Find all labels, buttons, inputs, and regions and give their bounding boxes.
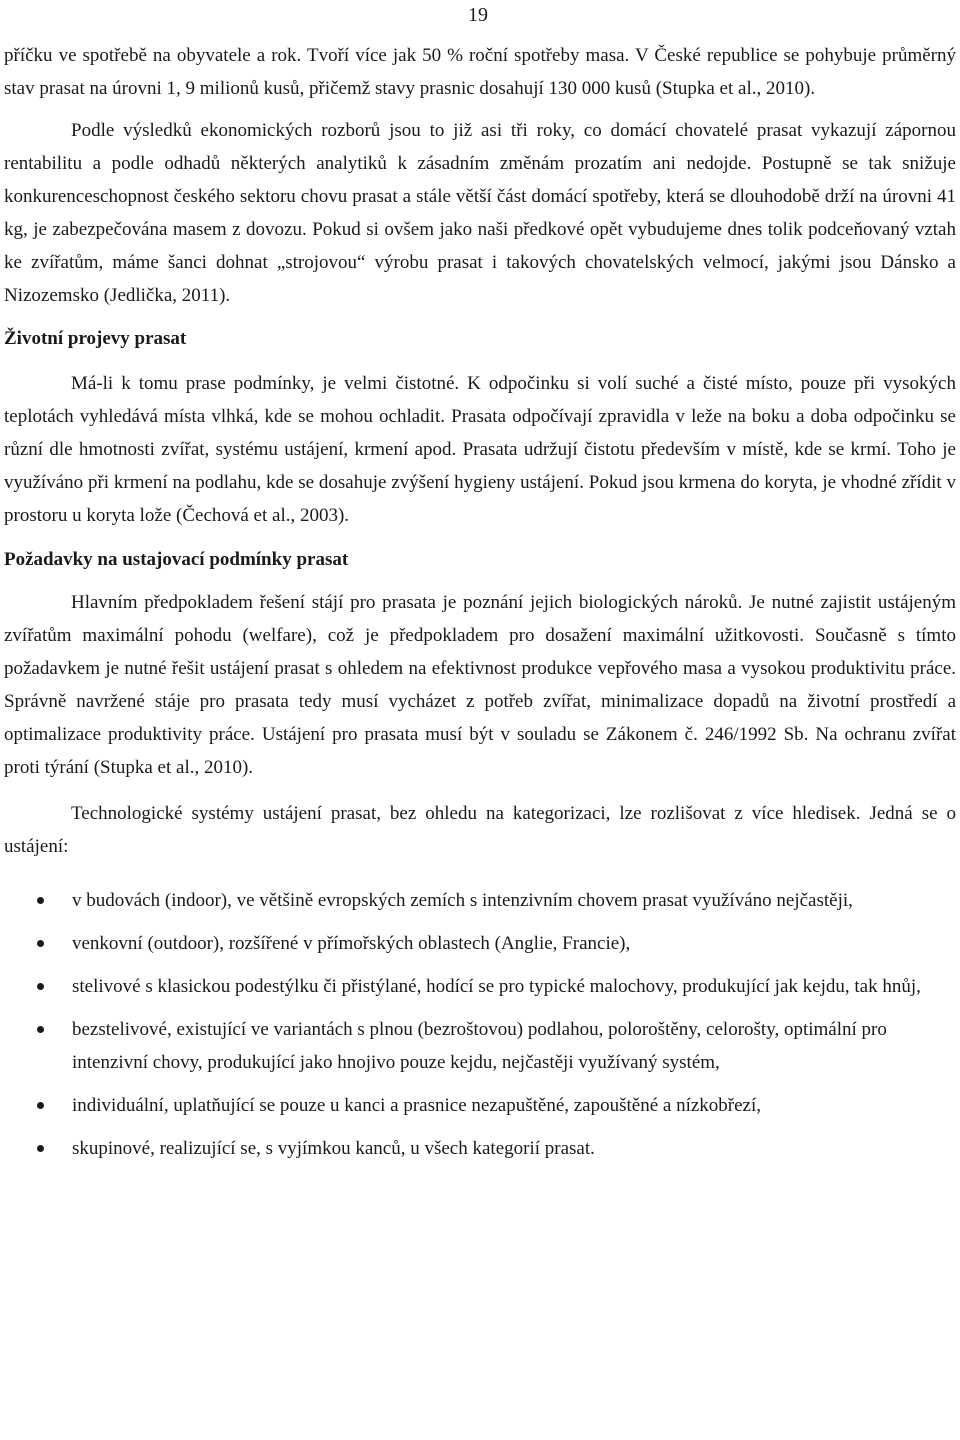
housing-requirements-paragraph: Hlavním předpokladem řešení stájí pro prasata je poznání jejich biologických nároků. Je nutné zajistit ustájeným zvířatům maximální pohodu (welfare), což je předpokladem pro dosažení maximální užitkovosti. Současně s tímto požadavkem je nutné řešit ustájení prasat s ohledem na efektivnost produkce vepřového masa a vysokou produktivitu práce. Správně navržené stáje pro prasata tedy musí vycházet z potřeb zvířat, minimalizace dopadů na životní prostředí a optimalizace produktivity práce. Ustájení pro prasata musí být v souladu se Zákonem č. 246/1992 Sb. Na ochranu zvířat proti týrání (Stupka et al., 2010). — [4, 592, 956, 778]
list-item-text: stelivové s klasickou podestýlku či přistýlané, hodící se pro typické malochovy, produkující jak kejdu, tak hnůj, — [72, 976, 921, 997]
housing-systems-list — [4, 884, 956, 1165]
list-item-text: venkovní (outdoor), rozšířené v přímořských oblastech (Anglie, Francie), — [72, 933, 631, 954]
list-item — [4, 1132, 956, 1165]
list-item — [4, 927, 956, 960]
list-item — [4, 1089, 956, 1122]
list-item — [4, 884, 956, 917]
bullet-icon — [37, 940, 44, 947]
heading-life-manifestations: Životní projevy prasat — [4, 328, 187, 349]
list-item — [4, 1013, 956, 1079]
list-item-text: individuální, uplatňující se pouze u kanci a prasnice nezapuštěné, zapouštěné a nízkobřezí, — [72, 1095, 762, 1116]
housing-systems-paragraph: Technologické systémy ustájení prasat, bez ohledu na kategorizaci, lze rozlišovat z více hledisek. Jedná se o ustájení: — [4, 803, 956, 857]
list-item-text: bezstelivové, existující ve variantách s plnou (bezroštovou) podlahou, poloroštěny, celorošty, optimální pro intenzivní chovy, produkující jako hnojivo pouze kejdu, nejčastěji využívaný systém, — [72, 1019, 887, 1073]
bullet-icon — [37, 1026, 44, 1033]
bullet-icon — [37, 1102, 44, 1109]
heading-housing-requirements: Požadavky na ustajovací podmínky prasat — [4, 549, 349, 570]
life-manifestations-paragraph: Má-li k tomu prase podmínky, je velmi čistotné. K odpočinku si volí suché a čisté místo, pouze při vysokých teplotách vyhledává místa vlhká, kde se mohou ochladit. Prasata odpočívají zpravidla v leže na boku a doba odpočinku se různí dle hmotnosti zvířat, systému ustájení, krmení apod. Prasata udržují čistotu především v místě, kde se krmí. Toho je využíváno při krmení na podlahu, kde se dosahuje zvýšení hygieny ustájení. Pokud jsou krmena do koryta, je vhodné zřídit v prostoru u koryta lože (Čechová et al., 2003). — [4, 373, 956, 526]
page-number: 19 — [468, 4, 488, 26]
list-item-text: skupinové, realizující se, s vyjímkou kanců, u všech kategorií prasat. — [72, 1138, 595, 1159]
bullet-icon — [37, 897, 44, 904]
page-content — [4, 39, 956, 1165]
list-item-text: v budovách (indoor), ve většině evropských zemích s intenzivním chovem prasat využíváno nejčastěji, — [72, 890, 853, 911]
economics-paragraph: Podle výsledků ekonomických rozborů jsou to již asi tři roky, co domácí chovatelé prasat vykazují zápornou rentabilitu a podle odhadů některých analytiků k zásadním změnám prozatím ani nedojde. Postupně se tak snižuje konkurenceschopnost českého sektoru chovu prasat a stále větší část domácí spotřeby, která se dlouhodobě drží na úrovni 41 kg, je zabezpečována masem z dovozu. Pokud si ovšem jako naši předkové opět vybudujeme dnes tolik podceňovaný vztah ke zvířatům, máme šanci dohnat „strojovou“ výrobu prasat i takových chovatelských velmocí, jakými jsou Dánsko a Nizozemsko (Jedlička, 2011). — [4, 120, 956, 306]
bullet-icon — [37, 983, 44, 990]
intro-paragraph: příčku ve spotřebě na obyvatele a rok. Tvoří více jak 50 % roční spotřeby masa. V České republice se pohybuje průměrný stav prasat na úrovni 1, 9 milionů kusů, přičemž stavy prasnic dosahují 130 000 kusů (Stupka et al., 2010). — [4, 45, 956, 99]
list-item — [4, 970, 956, 1003]
bullet-icon — [37, 1145, 44, 1152]
